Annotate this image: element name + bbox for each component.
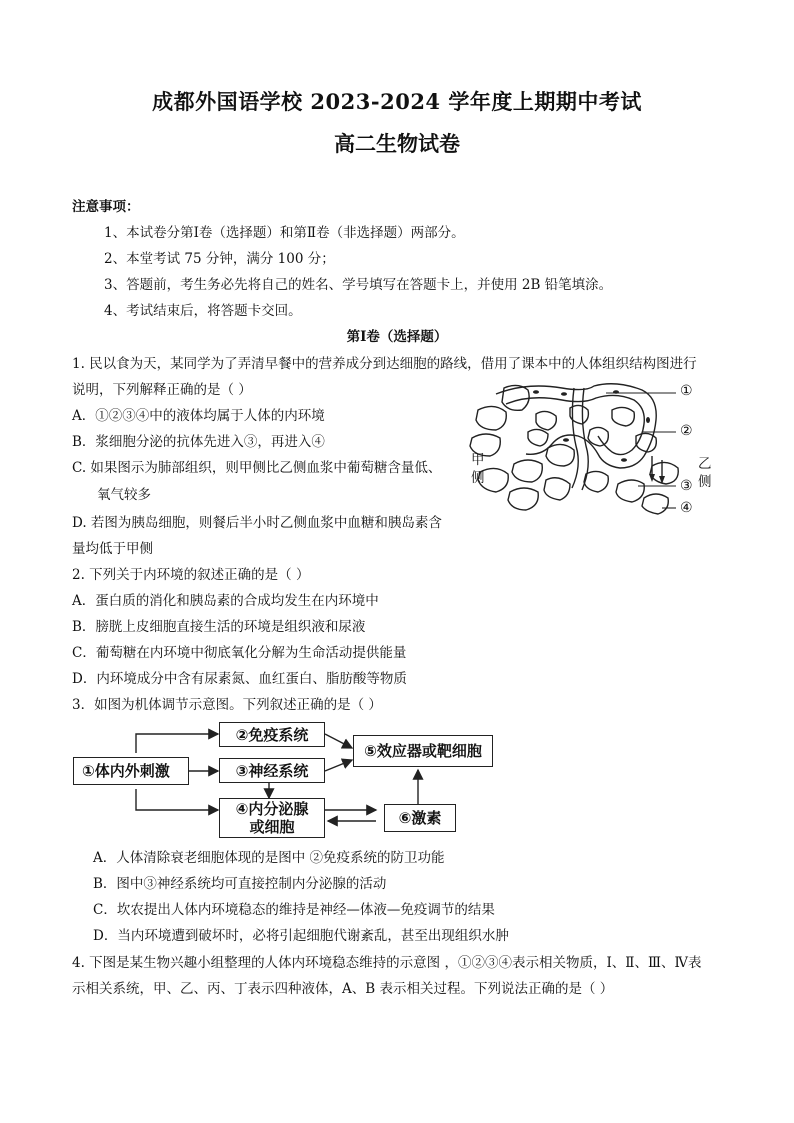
q2-option-d: D．内环境成分中含有尿素氮、血红蛋白、脂肪酸等物质: [72, 671, 407, 687]
exam-subtitle: 高二生物试卷: [334, 131, 460, 156]
q1-option-c: C. 如果图示为肺部组织，则甲侧比乙侧血浆中葡萄糖含量低、: [72, 460, 442, 476]
effector-box: ⑤效应器或靶细胞: [353, 735, 493, 767]
figure-label-4: ④: [680, 500, 693, 516]
notes-heading: 注意事项：: [72, 199, 140, 215]
figure-left-side-1: 甲: [471, 452, 485, 468]
nervous-system-box: ③神经系统: [219, 758, 325, 783]
q3-option-d: D．当内环境遭到破坏时，必将引起细胞代谢紊乱，甚至出现组织水肿: [93, 928, 509, 944]
note-item: 3、答题前，考生务必先将自己的姓名、学号填写在答题卡上，并使用 2B 铅笔填涂。: [104, 277, 613, 293]
note-item: 4、考试结束后，将答题卡交回。: [104, 303, 302, 319]
endocrine-gland-box: ④内分泌腺或细胞: [219, 798, 325, 838]
q2-option-c: C．葡萄糖在内环境中彻底氧化分解为生命活动提供能量: [72, 645, 407, 661]
figure-label-1: ①: [680, 383, 693, 399]
figure-left-side-2: 侧: [471, 470, 485, 486]
q3-option-b: B．图中③神经系统均可直接控制内分泌腺的活动: [93, 876, 387, 892]
figure-label-2: ②: [680, 423, 693, 439]
q2-option-b: B．膀胱上皮细胞直接生活的环境是组织液和尿液: [72, 619, 366, 635]
section-title: 第Ⅰ卷（选择题）: [346, 329, 448, 345]
q3-option-c: C．坎农提出人体内环境稳态的维持是神经—体液—免疫调节的结果: [93, 902, 495, 918]
note-item: 1、本试卷分第Ⅰ卷（选择题）和第Ⅱ卷（非选择题）两部分。: [104, 225, 465, 241]
q1-option-d-cont: 量均低于甲侧: [72, 541, 153, 557]
q4-stem-2: 示相关系统，甲、乙、丙、丁表示四种液体，A、B 表示相关过程。下列说法正确的是（ ）: [72, 981, 614, 997]
figure-label-3: ③: [680, 478, 693, 494]
q3-stem: 3．如图为机体调节示意图。下列叙述正确的是（ ）: [72, 697, 382, 713]
q1-option-a: A．①②③④中的液体均属于人体的内环境: [72, 408, 325, 424]
figure-right-side-1: 乙: [698, 456, 712, 472]
tissue-structure-figure: [466, 380, 716, 530]
exam-title: 成都外国语学校 2023-2024 学年度上期期中考试: [152, 89, 642, 114]
hormone-box: ⑥激素: [384, 804, 456, 832]
q2-option-a: A．蛋白质的消化和胰岛素的合成均发生在内环境中: [72, 593, 379, 609]
q1-stem: 1. 民以食为天，某同学为了弄清早餐中的营养成分到达细胞的路线，借用了课本中的人体组织结构图进行: [72, 356, 697, 372]
figure-right-side-2: 侧: [698, 474, 712, 490]
note-item: 2、本堂考试 75 分钟，满分 100 分；: [104, 251, 335, 267]
q1-stem-2: 说明，下列解释正确的是（ ）: [72, 382, 252, 398]
q1-option-b: B．浆细胞分泌的抗体先进入③，再进入④: [72, 434, 325, 450]
q1-option-d: D. 若图为胰岛细胞，则餐后半小时乙侧血浆中血糖和胰岛素含: [72, 515, 442, 531]
q4-stem: 4. 下图是某生物兴趣小组整理的人体内环境稳态维持的示意图 ，①②③④表示相关物质，Ⅰ、Ⅱ、Ⅲ、Ⅳ表: [72, 955, 702, 971]
stimulus-box: ①体内外刺激: [73, 757, 189, 785]
q3-option-a: A．人体清除衰老细胞体现的是图中 ②免疫系统的防卫功能: [93, 850, 445, 866]
q1-option-c-cont: 氧气较多: [97, 487, 151, 503]
q2-stem: 2. 下列关于内环境的叙述正确的是（ ）: [72, 567, 310, 583]
immune-system-box: ②免疫系统: [219, 722, 325, 747]
